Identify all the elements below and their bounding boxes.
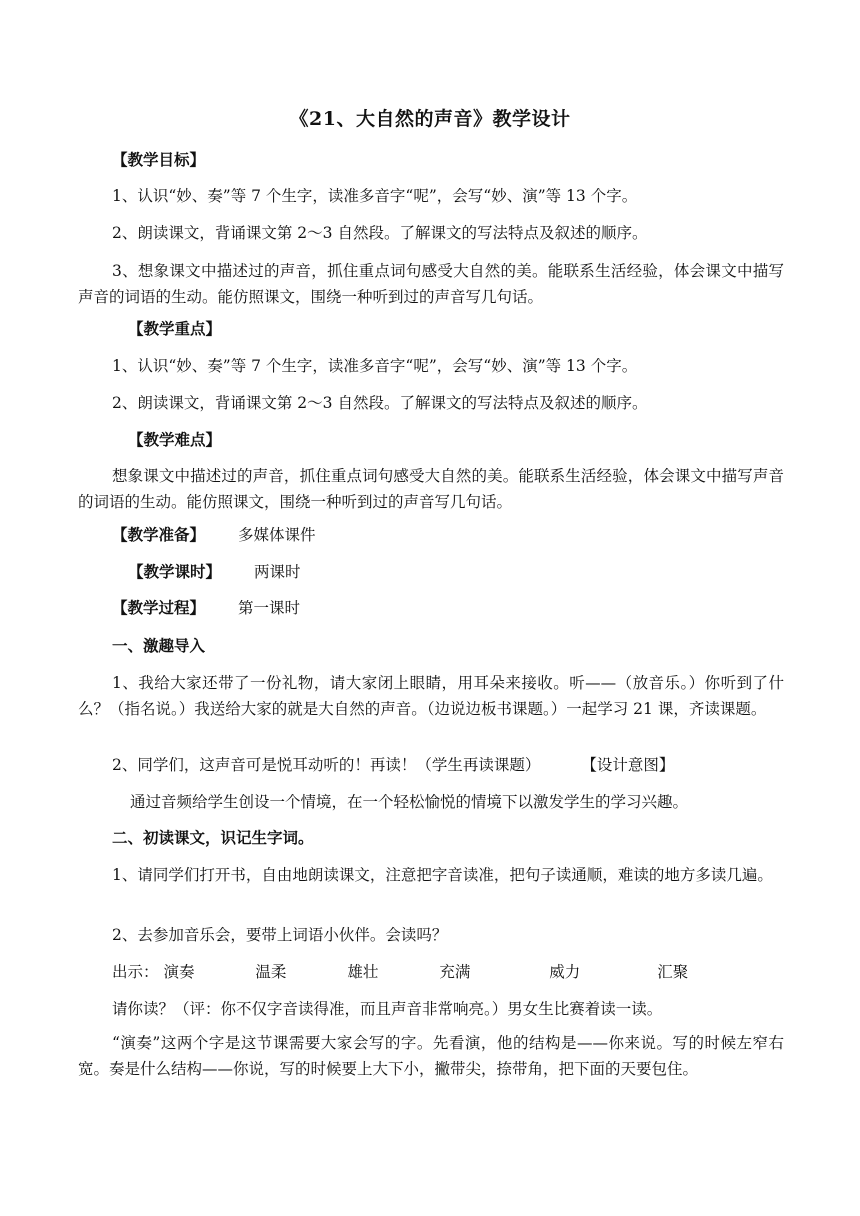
show-label: 出示： — [112, 963, 159, 981]
design-intent-tag: 【设计意图】 — [581, 756, 675, 774]
objectives-heading: 【教学目标】 — [112, 150, 206, 169]
objective-item-2: 2、朗读课文，背诵课文第 2～3 自然段。了解课文的写法特点及叙述的顺序。 — [112, 224, 648, 242]
section1-heading: 一、激趣导入 — [112, 636, 206, 655]
objective-item-1: 1、认识“妙、奏”等 7 个生字，读准多音字“呢”，会写“妙、演”等 13 个字。 — [112, 187, 638, 205]
objective-item-3: 3、想象课文中描述过的声音，抓住重点词句感受大自然的美。能联系生活经验，体会课文中描写声音的词语的生动。能仿照课文，围绕一种听到过的声音写几句话。 — [78, 262, 784, 306]
duration-value: 两课时 — [253, 563, 301, 581]
vocab-word-1: 演奏 — [163, 963, 195, 981]
process-label: 【教学过程】 — [112, 598, 206, 617]
difficulties-heading: 【教学难点】 — [128, 430, 222, 449]
difficulties-text: 想象课文中描述过的声音，抓住重点词句感受大自然的美。能联系生活经验，体会课文中描写声音的词语的生动。能仿照课文，围绕一种听到过的声音写几句话。 — [78, 467, 784, 511]
vocab-word-6: 汇聚 — [657, 963, 689, 981]
section2-paragraph-4: “演奏”这两个字是这节课需要大家会写的字。先看演，他的结构是——你来说。写的时候左窄右宽。奏是什么结构——你说，写的时候要上大下小，撇带尖，捺带角，把下面的天要包住。 — [78, 1034, 784, 1078]
preparation-label: 【教学准备】 — [112, 525, 206, 544]
vocab-word-2: 温柔 — [255, 963, 287, 981]
key-point-item-1: 1、认识“妙、奏”等 7 个生字，读准多音字“呢”，会写“妙、演”等 13 个字。 — [112, 357, 638, 375]
key-point-item-2: 2、朗读课文，背诵课文第 2～3 自然段。了解课文的写法特点及叙述的顺序。 — [112, 394, 648, 412]
section2-heading: 二、初读课文，识记生字词。 — [112, 828, 314, 847]
key-points-heading: 【教学重点】 — [128, 319, 222, 338]
design-intent-text: 通过音频给学生创设一个情境，在一个轻松愉悦的情境下以激发学生的学习兴趣。 — [130, 793, 689, 811]
preparation-value: 多媒体课件 — [237, 526, 316, 544]
process-row — [0, 598, 860, 618]
preparation-row — [0, 525, 860, 545]
vocab-word-3: 雄壮 — [347, 963, 379, 981]
vocab-word-5: 威力 — [549, 963, 581, 981]
section2-paragraph-1: 1、请同学们打开书，自由地朗读课文，注意把字音读准，把句子读通顺，难读的地方多读几遍。 — [112, 866, 773, 884]
section2-paragraph-3: 请你读？（评：你不仅字音读得准，而且声音非常响亮。）男女生比赛着读一读。 — [112, 1000, 663, 1018]
duration-row — [0, 562, 860, 582]
section1-paragraph-2: 2、同学们，这声音可是悦耳动听的！再读！（学生再读课题） — [112, 756, 541, 774]
process-value: 第一课时 — [237, 599, 300, 617]
section1-paragraph-1: 1、我给大家还带了一份礼物，请大家闭上眼睛，用耳朵来接收。听——（放音乐。）你听到了什么？（指名说。）我送给大家的就是大自然的声音。（边说边板书课题。）一起学习 21 课，齐读课题。 — [78, 674, 784, 718]
vocabulary-row — [0, 962, 860, 982]
section1-paragraph-2-row — [0, 755, 860, 775]
duration-label: 【教学课时】 — [128, 562, 222, 581]
vocab-word-4: 充满 — [439, 963, 471, 981]
page-title: 《21、大自然的声音》教学设计 — [289, 108, 571, 130]
section2-paragraph-2: 2、去参加音乐会，要带上词语小伙伴。会读吗？ — [112, 926, 448, 944]
